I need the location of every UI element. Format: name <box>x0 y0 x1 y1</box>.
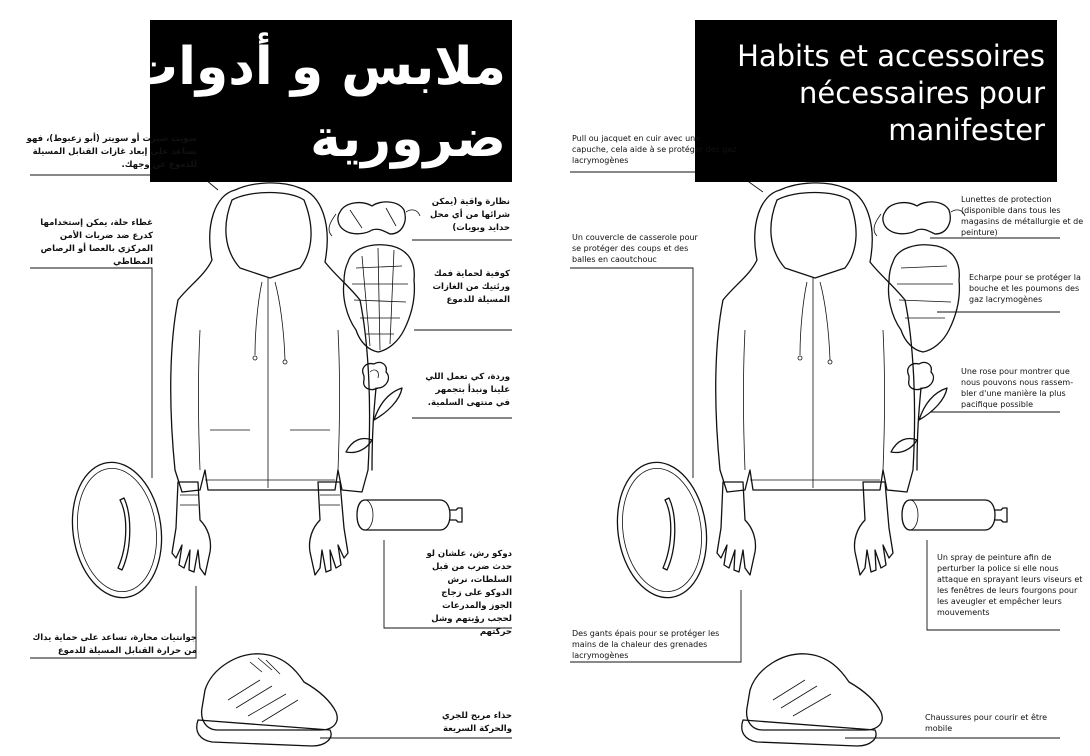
hoodie-drawing-fr <box>716 183 915 492</box>
french-title-line1: Habits et accessoires <box>737 39 1045 73</box>
spray-caption-fr: Un spray de peinture afin de perturber la police si elle nous attaque en sprayant leurs viseurs et les fenêtres de leurs fourgons pour les aveugler et empêcher leurs mouvements <box>937 553 1083 617</box>
lid-leader-line <box>30 268 152 478</box>
arabic-title-line2: ضرورية <box>310 109 506 169</box>
french-title-line2: nécessaires pour <box>799 76 1045 110</box>
keffiyeh-caption-ar: كوفية لحماية فمك ورئتيك من الغازات المسيلة للدموع <box>432 269 510 305</box>
spray-can-drawing <box>357 500 462 530</box>
lid-leader-line-fr <box>570 268 693 478</box>
keffiyeh-caption-fr: Echarpe pour se protéger la bouche et les poumons des gaz lacrymogènes <box>969 273 1081 304</box>
shoes-caption-fr: Chaussures pour courir et être mobile <box>925 713 1048 733</box>
keffiyeh-drawing <box>344 245 415 352</box>
french-infographic-panel <box>545 0 1090 756</box>
rose-caption-fr: Une rose pour montrer que nous pouvons nous rassem-bler d'une manière la plus pacifique possible <box>961 367 1074 409</box>
arabic-title-line1: ملابس و أدوات <box>125 37 506 97</box>
hoodie-caption-ar: سويت شيرت أو سويتر (أبو زعبوط)، فهو يساعد على إبعاد غازات القنابل المسيلة للدموع عن وجهك. <box>26 134 197 170</box>
french-title-line3: manifester <box>888 113 1045 147</box>
goggles-drawing <box>329 202 420 236</box>
gloves-drawing <box>172 482 348 575</box>
rose-drawing-fr <box>891 362 947 470</box>
hoodie-drawing <box>171 183 370 492</box>
spray-caption-ar: دوكو رش، علشان لو حدث ضرب من قبل السلطات، نرش الدوكو على زجاج الجوز والمدرعات لحجب رؤيتهم وشل حركتهم <box>426 549 512 637</box>
french-title-box <box>695 20 1057 182</box>
spray-can-drawing-fr <box>902 500 1007 530</box>
hoodie-caption-fr: Pull ou jacquet en cuir avec une capuche, cela aide à se protéger des gaz lacrymogènes <box>572 134 737 165</box>
gloves-caption-fr: Des gants épais pour se protéger les mains de la chaleur des grenades lacrymogènes <box>572 629 720 660</box>
goggles-caption-fr: Lunettes de protection (disponible dans tous les magasins de métallurgie et de peinture) <box>961 195 1084 237</box>
lid-caption-fr: Un couvercle de casserole pour se protéger des coups et des balles en caoutchouc <box>572 233 698 264</box>
keffiyeh-drawing-fr <box>889 245 960 352</box>
rose-caption-ar: وردة، كي تعمل اللي علينا ونبدأ بتجمهر في منتهى السلمية. <box>425 372 510 408</box>
shoes-caption-ar: حذاء مريح للجري والحركة السريعة <box>442 711 512 734</box>
arabic-title-box <box>125 20 512 182</box>
pot-lid-drawing-fr <box>609 457 715 604</box>
goggles-caption-ar: نظارة واقية (يمكن شرائها من أي محل حدايد وبويات) <box>429 197 510 233</box>
gloves-drawing-fr <box>717 482 893 575</box>
lid-caption-ar: غطاء حلة، يمكن إستخدامها كدرع ضد ضربات الأمن المركزي بالعصا أو الرصاص المطاطي <box>40 218 153 267</box>
pot-lid-drawing <box>64 457 170 604</box>
goggles-drawing-fr <box>874 202 965 236</box>
shoes-drawing <box>197 654 337 746</box>
gloves-caption-ar: جوانتيات محارة، تساعد على حماية يداك من حرارة القنابل المسيلة للدموع <box>32 633 197 656</box>
shoes-drawing-fr <box>742 654 882 746</box>
rose-drawing <box>346 362 402 470</box>
